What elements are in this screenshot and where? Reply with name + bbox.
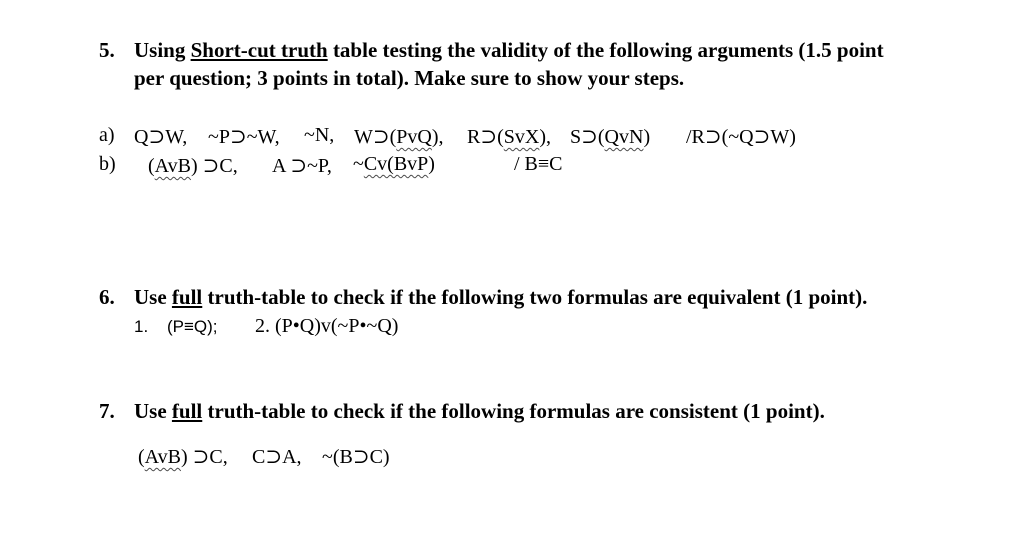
- q5b-premise-2: A ⊃~P,: [272, 155, 332, 177]
- q6-formula-2: 2. (P•Q)v(~P•~Q): [255, 315, 399, 337]
- q5b-p1-pre: (: [148, 155, 155, 177]
- q7-suffix: truth-table to check if the following formulas are consistent (1 point).: [202, 399, 825, 423]
- q7-line: [134, 399, 825, 424]
- q5-line1: [134, 38, 884, 63]
- q7-f1-pre: (: [138, 446, 145, 468]
- q5a-p4-pre: W⊃(: [354, 126, 397, 148]
- q5a-p6-post: ): [643, 126, 651, 148]
- q6-line: [134, 285, 867, 310]
- q7-formula-1: [138, 444, 228, 469]
- q5b-p1-squiggle: AvB: [154, 155, 191, 177]
- q6-formula-1-number: 1.: [134, 317, 149, 336]
- q5a-premise-6: [570, 124, 650, 149]
- q7-formula-3: ~(B⊃C): [322, 446, 390, 468]
- q5-line1-prefix: Using: [134, 38, 191, 62]
- q5a-premise-3: ~N,: [304, 124, 335, 146]
- q5a-conclusion: /R⊃(~Q⊃W): [686, 126, 796, 148]
- q5b-p3-post: ): [428, 153, 435, 175]
- q5a-premise-1: Q⊃W,: [134, 126, 188, 148]
- q5a-premise-4: [354, 124, 444, 149]
- q5a-p5-pre: R⊃(: [467, 126, 504, 148]
- q5a-premise-5: [467, 124, 551, 149]
- q5a-p4-squiggle: PvQ: [396, 126, 432, 148]
- q7-formula-2: C⊃A,: [252, 446, 302, 468]
- q5a-p6-squiggle: QvN: [604, 126, 644, 148]
- q7-f1-squiggle: AvB: [144, 446, 181, 468]
- q5a-p4-post: ),: [431, 126, 444, 148]
- q5b-p3-pre: ~: [353, 153, 364, 175]
- q5-line1-underlined: Short-cut truth: [190, 38, 328, 62]
- q5a-premise-2: ~P⊃~W,: [208, 126, 280, 148]
- q5b-p3-squiggle: Cv(BvP: [363, 153, 429, 175]
- q6-number: 6.: [99, 285, 115, 309]
- q5a-p5-squiggle: SvX: [503, 126, 540, 148]
- q6-prefix: Use: [134, 285, 172, 309]
- q6-underlined: full: [171, 285, 203, 309]
- q7-prefix: Use: [134, 399, 172, 423]
- q5b-p1-post: ) ⊃C,: [190, 155, 238, 177]
- q5b-label: b): [99, 153, 116, 175]
- q7-underlined: full: [171, 399, 203, 423]
- q5a-label: a): [99, 124, 115, 146]
- q5b-conclusion: / B≡C: [514, 153, 563, 175]
- q5-line2: per question; 3 points in total). Make sure to show your steps.: [134, 66, 685, 90]
- q7-f1-post: ) ⊃C,: [180, 446, 228, 468]
- q5b-premise-1: [148, 153, 238, 178]
- q5-number: 5.: [99, 38, 115, 62]
- q5b-premise-3: [353, 153, 435, 176]
- q5-line1-suffix: table testing the validity of the following arguments (1.5 point: [327, 38, 884, 62]
- q6-formula-1: (P≡Q);: [167, 317, 218, 336]
- q6-suffix: truth-table to check if the following two formulas are equivalent (1 point).: [202, 285, 868, 309]
- q5a-p6-pre: S⊃(: [570, 126, 605, 148]
- q7-number: 7.: [99, 399, 115, 423]
- q5a-p5-post: ),: [539, 126, 552, 148]
